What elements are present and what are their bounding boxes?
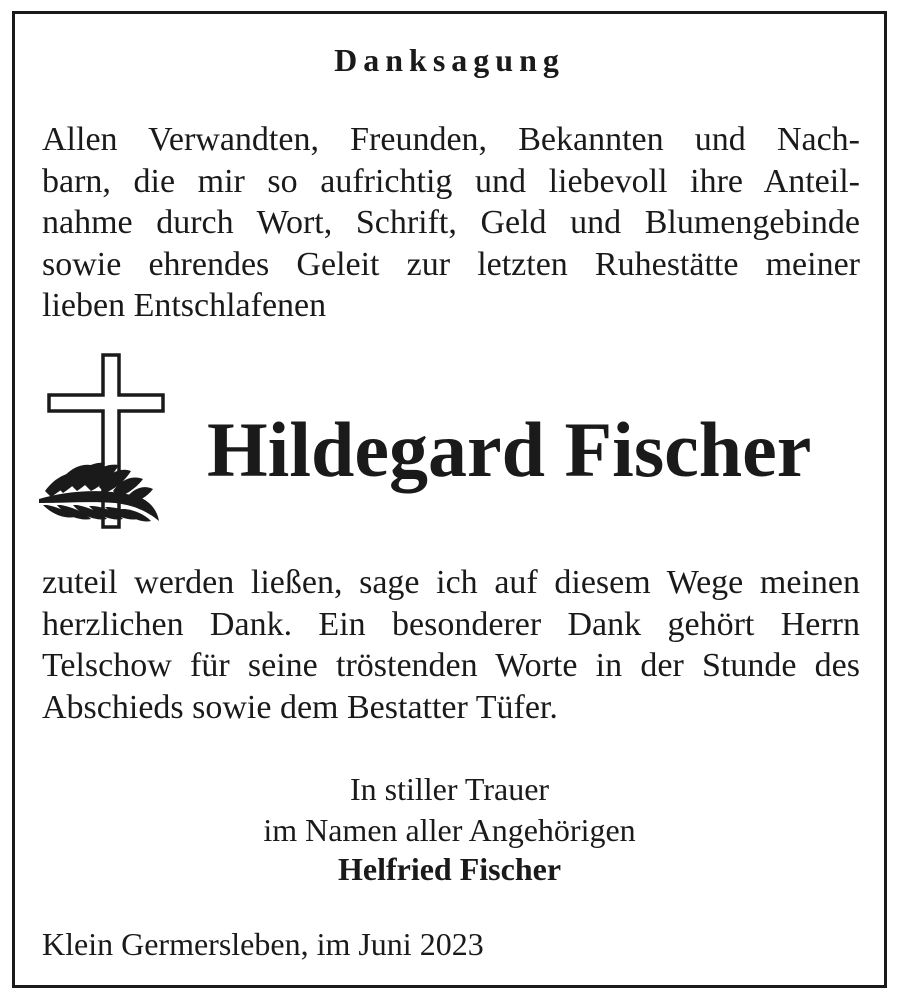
intro-line: lieben Entschlafenen <box>42 287 327 324</box>
signer-name: Helfried Fischer <box>337 851 562 887</box>
intro-line: Allen Verwandten, Freunden, Bekannten und Nach- <box>42 121 860 158</box>
body-line: zuteil werden ließen, sage ich auf diesem Wege meinen <box>42 564 860 601</box>
body-line: Abschieds sowie dem Bestatter Tüfer. <box>42 688 558 726</box>
place-and-date: Klein Germersleben, im Juni 2023 <box>42 926 484 962</box>
intro-paragraph <box>42 119 860 327</box>
notice-title: Danksagung <box>334 42 565 78</box>
body-line: herzlichen Dank. Ein besonderer Dank gehört Herrn <box>42 605 860 643</box>
obituary-notice-frame <box>12 11 887 988</box>
body-line: Telschow für seine tröstenden Worte in der Stunde des <box>42 647 860 684</box>
signature-line-relatives: im Namen aller Angehörigen <box>263 812 636 848</box>
intro-line: nahme durch Wort, Schrift, Geld und Blumengebinde <box>42 204 860 241</box>
body-paragraph <box>42 562 860 728</box>
deceased-name: Hildegard Fischer <box>207 406 812 493</box>
signature-line-mourning: In stiller Trauer <box>349 771 550 807</box>
intro-line: sowie ehrendes Geleit zur letzten Ruhestätte meiner <box>42 245 860 283</box>
cross-with-palm-branch-icon <box>35 351 185 533</box>
intro-line: barn, die mir so aufrichtig und liebevoll ihre Anteil- <box>42 162 860 200</box>
